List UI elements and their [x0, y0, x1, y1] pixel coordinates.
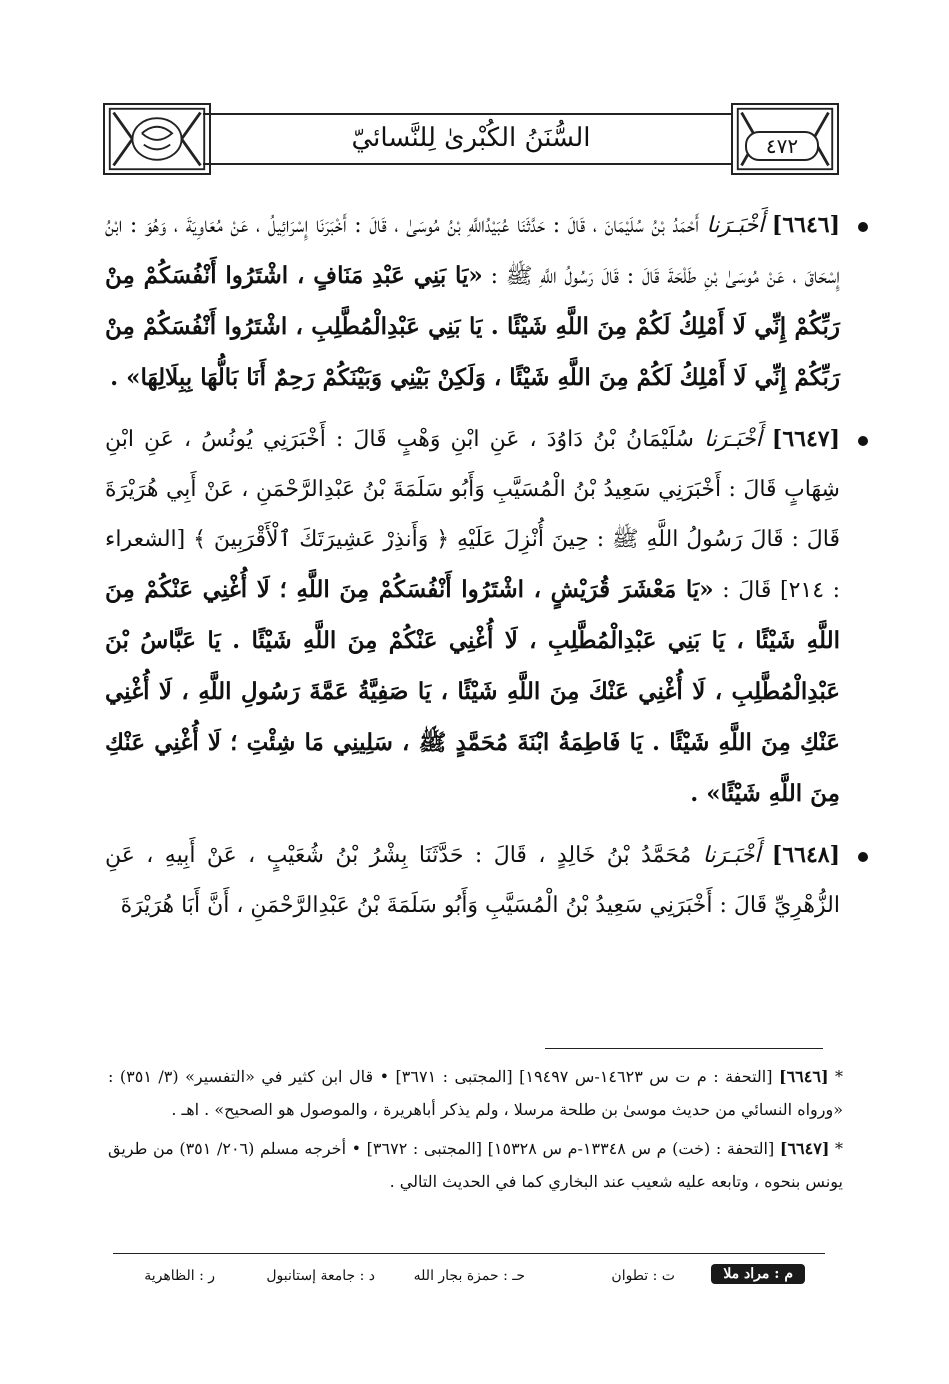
- footnote-number: [٦٦٤٦]: [779, 1067, 829, 1086]
- page-number: ٤٧٢: [745, 131, 819, 161]
- hadith-chain: سُلَيْمَانُ بْنُ دَاوُدَ ، عَنِ ابْنِ وَهْبٍ قَالَ : أَخْبَرَنِي يُونُسُ ، عَنِ ابْنِ شِهَابٍ قَالَ : أَخْبَرَنِي سَعِيدُ بْنُ الْمُسَيَّبِ وَأَبُو سَلَمَةَ بْنُ عَبْدِالرَّحْمَنِ ، عَنْ أَبِي هُرَيْرَةَ قَالَ : قَالَ رَسُولُ اللَّهِ ﷺ : حِينَ أُنْزِلَ عَلَيْهِ ﴿ وَأَنذِرْ عَشِيرَتَكَ ٱلْأَقْرَبِينَ ﴾ [الشعراء : ٢١٤] قَالَ :: [105, 427, 840, 603]
- footnote-marker: *: [835, 1139, 843, 1158]
- hadith-chain: مُحَمَّدُ بْنُ خَالِدٍ ، قَالَ : حَدَّثَنَا بِشْرُ بْنُ شُعَيْبٍ ، عَنْ أَبِيهِ ، عَنِ الزُّهْرِيِّ قَالَ : أَخْبَرَنِي سَعِيدُ بْنُ الْمُسَيَّبِ وَأَبُو سَلَمَةَ بْنُ عَبْدِالرَّحْمَنِ ، أَنَّ أَبَا هُرَيْرَةَ: [105, 843, 840, 918]
- footnotes: [108, 1060, 843, 1204]
- hadith-number: [٦٦٤٨]: [771, 842, 840, 868]
- sigla-tetouan: ت : تطوان: [611, 1268, 675, 1284]
- manuscript-sigla: [113, 1262, 825, 1290]
- hadith-matn: «يَا مَعْشَرَ قُرَيْشٍ ، اشْتَرُوا أَنْفُسَكُمْ مِنَ اللَّهِ ؛ لَا أُغْنِي عَنْكُمْ مِنَ اللَّهِ شَيْئًا ، يَا بَنِي عَبْدِالْمُطَّلِبِ ، لَا أُغْنِي عَنْكُمْ مِنَ اللَّهِ شَيْئًا . يَا عَبَّاسُ بْنَ عَبْدِالْمُطَّلِبِ ، لَا أُغْنِي عَنْكَ مِنَ اللَّهِ شَيْئًا ، يَا صَفِيَّةُ عَمَّةَ رَسُولِ اللَّهِ ، لَا أُغْنِي عَنْكِ مِنَ اللَّهِ شَيْئًا . يَا فَاطِمَةُ ابْنَةَ مُحَمَّدٍ ﷺ ، سَلِينِي مَا شِئْتِ ؛ لَا أُغْنِي عَنْكِ مِنَ اللَّهِ شَيْئًا» .: [105, 576, 840, 807]
- hadith-6648: [105, 830, 840, 931]
- hadith-matn: «يَا بَنِي عَبْدِ مَنَافٍ ، اشْتَرُوا أَنْفُسَكُمْ مِنْ رَبِّكُمْ إِنِّي لَا أَمْلِكُ لَكُمْ مِنَ اللَّهِ شَيْئًا . يَا بَنِي عَبْدِالْمُطَّلِبِ ، اشْتَرُوا أَنْفُسَكُمْ مِنْ رَبِّكُمْ إِنِّي لَا أَمْلِكُ لَكُمْ مِنَ اللَّهِ شَيْئًا ، وَلَكِنْ بَيْنِي وَبَيْنَكُمْ رَحِمٌ أَنَا بَالُّهَا بِبِلَالِهَا» .: [105, 262, 840, 391]
- bullet-icon: [858, 852, 868, 862]
- footnote-divider: [545, 1048, 823, 1049]
- running-title: السُّنَنُ الكُبْرىٰ لِلنَّسائيّ: [351, 123, 591, 153]
- footnote-marker: *: [835, 1067, 844, 1086]
- sigla-murad-molla: م : مراد ملا: [711, 1264, 805, 1284]
- page-number-ornament: [731, 103, 839, 175]
- akhbarana-label: أَخْبَـرَنا: [704, 427, 762, 452]
- book-title-ornament: [103, 103, 211, 175]
- hadith-number: [٦٦٤٦]: [771, 212, 841, 238]
- sigla-hamza: حـ : حمزة بجار الله: [413, 1268, 525, 1284]
- footnote-6647: [108, 1132, 843, 1198]
- sigla-divider: [113, 1253, 825, 1254]
- sigla-zahiriyya: ر : الظاهرية: [144, 1268, 215, 1284]
- hadith-list: [105, 200, 840, 941]
- footnote-text: [التحفة : م ت س ١٤٦٢٣-س ١٩٤٩٧] [المجتبى : ٣٦٧١] • قال ابن كثير في «التفسير» (٣/ ٣٥١) : «ورواه النسائي من حديث موسىٰ بن طلحة مرسلا ، ولم يذكر أباهريرة ، والموصول هو الصحيح» . اهـ .: [108, 1067, 843, 1119]
- hadith-chain: أَحْمَدُ بْنُ سُلَيْمَانَ ، قَالَ : حَدَّثَنَا عُبَيْدُاللَّهِ بْنُ مُوسَىٰ ، قَالَ : أَخْبَرَنَا إِسْرَائِيلُ ، عَنْ مُعَاوِيَةَ ، وَهُوَ : ابْنُ إِسْحَاقَ ، عَنْ مُوسَىٰ بْنِ طَلْحَةَ قَالَ : قَالَ رَسُولُ اللَّهِ ﷺ :: [105, 213, 840, 289]
- hadith-6647: [105, 414, 840, 820]
- bullet-icon: [858, 222, 868, 232]
- sigla-istanbul: د : جامعة إستانبول: [266, 1268, 375, 1284]
- bullet-icon: [858, 436, 868, 446]
- hadith-6646: [105, 200, 840, 404]
- footnote-number: [٦٦٤٧]: [779, 1139, 830, 1158]
- hadith-number: [٦٦٤٧]: [771, 426, 841, 452]
- akhbarana-label: أَخْبَـرَنا: [702, 843, 761, 868]
- header-band: [203, 113, 739, 165]
- footnote-6646: [108, 1060, 843, 1126]
- akhbarana-label: أَخْبَـرَنا: [706, 213, 765, 238]
- page-header: [103, 103, 839, 175]
- footnote-text: [التحفة : (خت) م س ١٣٣٤٨-م س ١٥٣٢٨] [المجتبى : ٣٦٧٢] • أخرجه مسلم (٢٠٦/ ٣٥١) من طريق يونس بنحوه ، وتابعه عليه شعيب عند البخاري كما في الحديث التالي .: [108, 1139, 843, 1191]
